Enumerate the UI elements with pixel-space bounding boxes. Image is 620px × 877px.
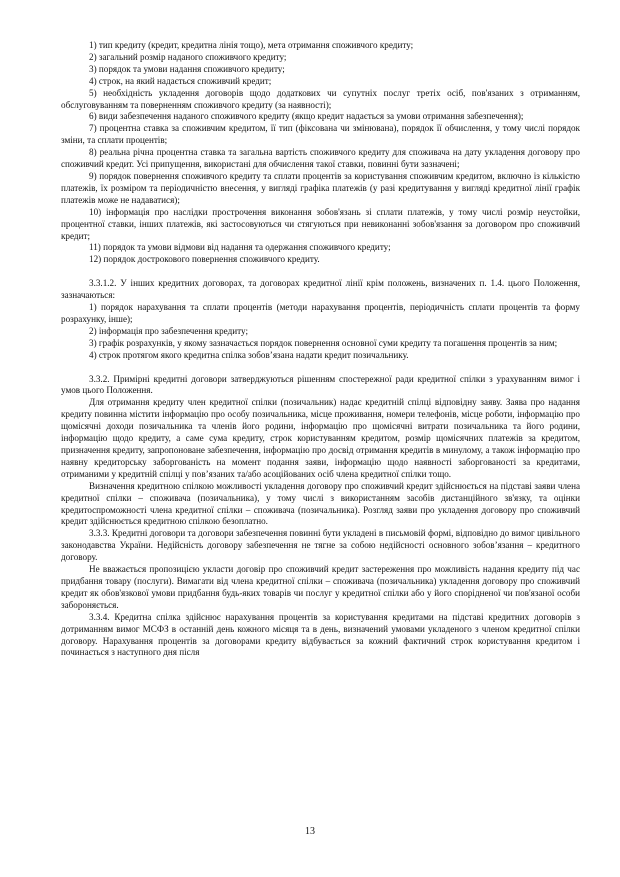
clause-3-3-4: 3.3.4. Кредитна спілка здійснює нарахування процентів за користування кредитами на підставі кредитних договорів з дотриманням вимог МСФЗ в останній день кожного місяця та в день, визначений умовами укладеного з членом кредитної спілки договору. Нарахування процентів за договорами кредиту відбувається за кожний фактичний строк користування кредитом і починається з наступного дня після — [61, 611, 580, 658]
list-item: 5) необхідність укладення договорів щодо додаткових чи супутніх послуг третіх осіб, пов'язаних з отриманням, обслуговуванням та поверненням споживчого кредиту (за наявності); — [61, 87, 580, 110]
paragraph: Для отримання кредиту член кредитної спілки (позичальник) надає кредитній спілці відповідну заяву. Заява про надання кредиту повинна містити інформацію про особу позичальника, місце проживання, номери телефонів, місце роботи, інформацію про щомісячні доходи позичальника та членів його родини, інформацію про щомісячні витрати позичальника та його родини, інформацію щодо кредиту, а саме сума кредиту, строк користуванням кредитом, розмір щомісячних платежів за кредитом, призначення кредиту, запропоноване забезпечення, інформацію про досвід отримання кредитів в минулому, а також інформацію про наявну кредиторську заборгованість на момент подання заяви, інформацію щодо наявності заборгованості за кредитами, отриманими у кредитній спілці у пов’язаних та/або асоційованих осіб члена кредитної спілки тощо. — [61, 397, 580, 479]
page-number: 13 — [305, 826, 315, 837]
list-item: 2) інформація про забезпечення кредиту; — [89, 325, 248, 336]
list-item: 10) інформація про наслідки прострочення виконання зобов'язань зі сплати платежів, у тому числі розмір неустойки, процентної ставки, інших платежів, які застосовуються чи стягуються при невиконанні зобов'язання за договором про споживчий кредит; — [61, 206, 580, 241]
clause-3-3-1-2: 3.3.1.2. У інших кредитних договорах, та договорах кредитної лінії крім положень, визначених п. 1.4. цього Положення, зазначаються: — [61, 278, 580, 301]
list-item: 4) строк, на який надається споживчий кредит; — [89, 75, 272, 86]
document-body — [61, 40, 580, 659]
list-item: 3) графік розрахунків, у якому зазначається порядок повернення основної суми кредиту та погашення процентів за ним; — [89, 337, 558, 348]
list-item: 6) види забезпечення наданого споживчого кредиту (якщо кредит надається за умови отримання забезпечення); — [89, 111, 524, 122]
list-item: 1) порядок нарахування та сплати процентів (методи нарахування процентів, періодичність сплати процентів та форму розрахунку, інше); — [61, 302, 580, 324]
list-item: 2) загальний розмір наданого споживчого кредиту; — [89, 51, 287, 62]
clause-3-3-3: 3.3.3. Кредитні договори та договори забезпечення повинні бути укладені в письмовій формі, відповідно до вимог цивільного законодавства України. Недійсність договору забезпечення не тягне за собою недійсності основного зобов’язання – кредитного договору. — [61, 528, 580, 563]
paragraph-gap — [61, 266, 580, 278]
list-item: 12) порядок дострокового повернення споживчого кредиту. — [89, 254, 320, 265]
list-item: 7) процентна ставка за споживчим кредитом, її тип (фіксована чи змінювана), порядок її обчислення, у тому числі порядок зміни, та сплати процентів; — [61, 123, 580, 146]
paragraph-gap — [61, 362, 580, 374]
paragraph: Не вважається пропозицією укласти договір про споживчий кредит застереження про можливість надання кредиту під час придбання товару (послуги). Вимагати від члена кредитної спілки – споживача (позичальника) укладення договору про споживчий кредит як обов'язкової умови придбання будь-яких товарів чи послуг у кредитної спілки або у його спорідненої чи пов'язаної особи забороняється. — [61, 564, 580, 610]
list-item: 4) строк протягом якого кредитна спілка зобов’язана надати кредит позичальнику. — [89, 349, 409, 360]
list-item: 8) реальна річна процентна ставка та загальна вартість споживчого кредиту для споживача на дату укладення договору про споживчий кредит. Усі припущення, використані для обчислення такої ставки, повинні бути зазначені; — [61, 147, 580, 170]
list-item: 3) порядок та умови надання споживчого кредиту; — [89, 63, 285, 74]
list-item: 1) тип кредиту (кредит, кредитна лінія тощо), мета отримання споживчого кредиту; — [89, 40, 414, 50]
paragraph: Визначення кредитною спілкою можливості укладення договору про споживчий кредит здійснюється на підставі заяви члена кредитної спілки – споживача (позичальника), у тому числі з використанням засобів дистанційного зв'язку, та оцінки кредитоспроможності члена кредитної спілки – споживача (позичальника). Розгляд заяви про укладення договору про споживчий кредит здійснюється кредитною спілкою безоплатно. — [61, 480, 580, 527]
clause-3-3-2: 3.3.2. Примірні кредитні договори затверджуються рішенням спостережної ради кредитної спілки з урахуванням вимог і умов цього Положення. — [61, 373, 580, 396]
list-item: 11) порядок та умови відмови від надання та одержання споживчого кредиту; — [89, 242, 391, 253]
list-item: 9) порядок повернення споживчого кредиту та сплати процентів за користування споживчим кредитом, включно із кількістю платежів, їх розміром та періодичністю внесення, у вигляді графіка платежів (у разі кредитування у вигляді кредитної лінії графік платежів може не надаватися); — [61, 170, 580, 205]
